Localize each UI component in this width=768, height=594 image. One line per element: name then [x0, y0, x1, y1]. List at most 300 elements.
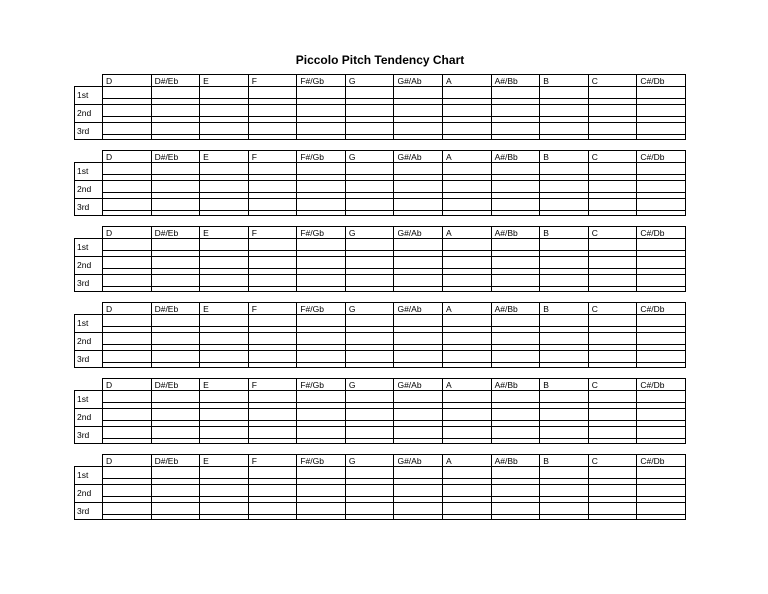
tendency-cell	[636, 123, 685, 140]
tendency-cell	[248, 391, 297, 408]
tendency-cell	[539, 485, 588, 502]
tendency-cell	[588, 199, 637, 216]
tendency-cell	[199, 485, 248, 502]
tendency-cell	[345, 391, 394, 408]
tendency-cell	[345, 123, 394, 140]
tendency-cell	[636, 351, 685, 368]
tendency-cell	[393, 163, 442, 180]
octave-label: 3rd	[75, 427, 103, 444]
tendency-cell	[636, 105, 685, 122]
tendency-cell	[345, 239, 394, 256]
note-header-cell: C#/Db	[636, 455, 685, 466]
note-header-cell: G#/Ab	[393, 379, 442, 390]
tendency-cell	[393, 123, 442, 140]
tendency-cell	[539, 351, 588, 368]
tendency-cell	[151, 409, 200, 426]
note-header-cell: A#/Bb	[491, 151, 540, 162]
tendency-cell	[539, 181, 588, 198]
tendency-cell	[345, 105, 394, 122]
tendency-cell	[539, 391, 588, 408]
tendency-cell	[588, 275, 637, 292]
tendency-cell	[393, 105, 442, 122]
octave-row	[75, 163, 685, 180]
tendency-cell	[296, 351, 345, 368]
tendency-cell	[151, 351, 200, 368]
octave-row	[75, 467, 685, 484]
octave-label: 2nd	[75, 257, 103, 274]
note-header-cell: G	[345, 455, 394, 466]
note-header-cell: F	[248, 303, 297, 314]
octave-label: 1st	[75, 467, 103, 484]
octave-label: 2nd	[75, 105, 103, 122]
octave-label: 1st	[75, 239, 103, 256]
tendency-cell	[539, 467, 588, 484]
tendency-cell	[248, 123, 297, 140]
tendency-cell	[442, 163, 491, 180]
tendency-cell	[199, 257, 248, 274]
tendency-cell	[151, 181, 200, 198]
tendency-cell	[636, 239, 685, 256]
note-header-cell: B	[539, 151, 588, 162]
tendency-cell	[296, 315, 345, 332]
pitch-table	[74, 150, 686, 216]
octave-row	[75, 391, 685, 408]
tendency-cell	[151, 333, 200, 350]
tendency-cell	[103, 275, 151, 292]
tendency-cell	[345, 163, 394, 180]
note-header-cell: G	[345, 227, 394, 238]
note-header-cell: G	[345, 75, 394, 86]
tendency-cell	[103, 163, 151, 180]
note-header-cell: F#/Gb	[296, 75, 345, 86]
tendency-cell	[588, 105, 637, 122]
tendency-cell	[588, 391, 637, 408]
note-header-cell: A	[442, 227, 491, 238]
note-header-cell: C#/Db	[636, 151, 685, 162]
tendency-cell	[103, 351, 151, 368]
tendency-cell	[199, 87, 248, 104]
tendency-cell	[588, 257, 637, 274]
tendency-cell	[393, 239, 442, 256]
tendency-cell	[103, 485, 151, 502]
tendency-cell	[539, 427, 588, 444]
tendency-cell	[296, 105, 345, 122]
tendency-cell	[636, 467, 685, 484]
tendency-cell	[636, 409, 685, 426]
note-header-cell: A#/Bb	[491, 379, 540, 390]
tendency-cell	[103, 409, 151, 426]
note-header-cell: D	[106, 228, 113, 238]
tendency-cell	[588, 351, 637, 368]
note-header-cell: F#/Gb	[296, 303, 345, 314]
tendency-cell	[491, 409, 540, 426]
tendency-cell	[393, 351, 442, 368]
tendency-cell	[539, 105, 588, 122]
tendency-cell	[491, 485, 540, 502]
note-header-cell: A#/Bb	[491, 75, 540, 86]
tendency-cell	[345, 427, 394, 444]
tendency-cell	[636, 163, 685, 180]
tendency-cell	[248, 239, 297, 256]
tendency-cell	[393, 257, 442, 274]
note-header-cell: E	[199, 303, 248, 314]
tendency-cell	[491, 239, 540, 256]
tendency-cell	[296, 87, 345, 104]
tendency-cell	[345, 87, 394, 104]
tendency-cell	[151, 315, 200, 332]
octave-label: 2nd	[75, 181, 103, 198]
tendency-cell	[199, 409, 248, 426]
tendency-cell	[491, 181, 540, 198]
tendency-cell	[393, 427, 442, 444]
tendency-cell	[103, 391, 151, 408]
tendency-cell	[588, 315, 637, 332]
octave-row	[75, 332, 685, 350]
tendency-cell	[103, 123, 151, 140]
note-header-cell: F	[248, 455, 297, 466]
tendency-cell	[296, 199, 345, 216]
tendency-cell	[442, 181, 491, 198]
pitch-table	[74, 226, 686, 292]
tendency-cell	[151, 275, 200, 292]
tendency-cell	[636, 199, 685, 216]
tendency-cell	[539, 409, 588, 426]
note-header-cell: D#/Eb	[151, 75, 200, 86]
note-header-cell: B	[539, 227, 588, 238]
tendency-grid	[74, 238, 686, 292]
tendency-cell	[539, 257, 588, 274]
note-header-cell: A	[442, 151, 491, 162]
note-header-cell: C#/Db	[636, 379, 685, 390]
tendency-cell	[588, 467, 637, 484]
tendency-cell	[296, 333, 345, 350]
note-header-cell: D	[106, 152, 113, 162]
octave-row	[75, 426, 685, 444]
tendency-grid	[74, 86, 686, 140]
tendency-cell	[199, 123, 248, 140]
note-header-cell: G#/Ab	[393, 303, 442, 314]
note-header-cell: E	[199, 75, 248, 86]
tendency-cell	[393, 181, 442, 198]
tendency-cell	[588, 409, 637, 426]
tendency-cell	[491, 163, 540, 180]
tendency-cell	[248, 87, 297, 104]
tendency-cell	[151, 503, 200, 520]
tendency-cell	[491, 87, 540, 104]
tendency-cell	[296, 275, 345, 292]
note-header-cell: G#/Ab	[393, 227, 442, 238]
tendency-cell	[588, 181, 637, 198]
tendency-cell	[151, 87, 200, 104]
note-header-cell: G	[345, 151, 394, 162]
note-header-cell: A#/Bb	[491, 455, 540, 466]
tendency-cell	[491, 391, 540, 408]
tendency-cell	[103, 467, 151, 484]
tendency-cell	[442, 485, 491, 502]
tendency-cell	[588, 503, 637, 520]
tendency-cell	[588, 123, 637, 140]
tendency-cell	[103, 257, 151, 274]
note-header-cell: E	[199, 379, 248, 390]
tendency-cell	[491, 105, 540, 122]
tendency-cell	[393, 333, 442, 350]
tendency-cell	[442, 333, 491, 350]
note-header-cell: E	[199, 151, 248, 162]
tendency-cell	[296, 485, 345, 502]
tendency-cell	[103, 239, 151, 256]
tendency-cell	[248, 163, 297, 180]
tendency-cell	[491, 333, 540, 350]
tendency-cell	[248, 257, 297, 274]
octave-label: 2nd	[75, 409, 103, 426]
note-header-cell: A	[442, 75, 491, 86]
tendency-cell	[636, 503, 685, 520]
note-header-cell: C	[588, 227, 637, 238]
tendency-cell	[491, 257, 540, 274]
tendency-cell	[442, 199, 491, 216]
octave-row	[75, 408, 685, 426]
tendency-cell	[393, 87, 442, 104]
tendency-cell	[588, 239, 637, 256]
tendency-cell	[588, 163, 637, 180]
tendency-cell	[442, 275, 491, 292]
octave-label: 3rd	[75, 123, 103, 140]
tendency-cell	[491, 427, 540, 444]
tendency-cell	[442, 467, 491, 484]
note-header-cell: D	[106, 76, 113, 86]
tendency-cell	[345, 503, 394, 520]
pitch-table	[74, 454, 686, 520]
tendency-cell	[296, 239, 345, 256]
note-header-cell: G	[345, 379, 394, 390]
note-header-cell: F	[248, 227, 297, 238]
tendency-cell	[103, 87, 151, 104]
note-header-cell: G#/Ab	[393, 455, 442, 466]
note-header-cell: B	[539, 303, 588, 314]
tendency-cell	[248, 427, 297, 444]
tendency-cell	[248, 315, 297, 332]
tendency-cell	[151, 123, 200, 140]
tendency-cell	[393, 275, 442, 292]
tendency-cell	[248, 275, 297, 292]
note-header-cell: D#/Eb	[151, 303, 200, 314]
tendency-cell	[248, 105, 297, 122]
tendency-cell	[442, 503, 491, 520]
tendency-cell	[103, 181, 151, 198]
tendency-grid	[74, 466, 686, 520]
tendency-cell	[539, 199, 588, 216]
tendency-cell	[103, 503, 151, 520]
tendency-cell	[491, 275, 540, 292]
tendency-cell	[442, 351, 491, 368]
tendency-cell	[491, 315, 540, 332]
tendency-cell	[296, 257, 345, 274]
tendency-cell	[151, 391, 200, 408]
tendency-cell	[636, 275, 685, 292]
tendency-cell	[539, 123, 588, 140]
note-header-cell: F#/Gb	[296, 227, 345, 238]
tendency-cell	[491, 503, 540, 520]
tendency-cell	[345, 333, 394, 350]
note-header-cell: C	[588, 379, 637, 390]
tendency-cell	[248, 467, 297, 484]
pitch-table	[74, 378, 686, 444]
note-header-cell: D	[106, 380, 113, 390]
tendency-grid	[74, 390, 686, 444]
tendency-cell	[636, 257, 685, 274]
tendency-cell	[539, 275, 588, 292]
octave-row	[75, 87, 685, 104]
note-header-cell: F	[248, 151, 297, 162]
tendency-cell	[539, 163, 588, 180]
tendency-cell	[345, 199, 394, 216]
note-header-cell: A	[442, 379, 491, 390]
note-header-cell: E	[199, 455, 248, 466]
note-header-cell: D#/Eb	[151, 455, 200, 466]
tendency-cell	[296, 181, 345, 198]
tendency-cell	[151, 257, 200, 274]
tendency-cell	[199, 163, 248, 180]
note-header-cell: D#/Eb	[151, 227, 200, 238]
tendency-cell	[442, 123, 491, 140]
tendency-cell	[103, 105, 151, 122]
tendency-cell	[588, 333, 637, 350]
tendency-cell	[588, 427, 637, 444]
octave-label: 3rd	[75, 275, 103, 292]
tendency-cell	[539, 315, 588, 332]
tendency-cell	[442, 239, 491, 256]
tendency-cell	[248, 503, 297, 520]
tendency-cell	[296, 503, 345, 520]
octave-row	[75, 198, 685, 216]
note-header-cell: C	[588, 151, 637, 162]
tendency-cell	[636, 391, 685, 408]
tendency-cell	[636, 333, 685, 350]
note-header-cell: E	[199, 227, 248, 238]
tendency-cell	[296, 123, 345, 140]
tendency-cell	[539, 333, 588, 350]
octave-label: 3rd	[75, 503, 103, 520]
octave-label: 3rd	[75, 199, 103, 216]
tendency-cell	[151, 199, 200, 216]
tendency-cell	[442, 105, 491, 122]
note-header-cell: D#/Eb	[151, 151, 200, 162]
note-header-cell: A#/Bb	[491, 303, 540, 314]
tendency-cell	[151, 467, 200, 484]
tendency-cell	[491, 351, 540, 368]
tendency-cell	[345, 485, 394, 502]
note-header-cell: G	[345, 303, 394, 314]
tendency-cell	[539, 239, 588, 256]
tendency-cell	[151, 105, 200, 122]
tendency-cell	[393, 391, 442, 408]
tendency-cell	[491, 199, 540, 216]
octave-label: 3rd	[75, 351, 103, 368]
note-header-cell: F#/Gb	[296, 455, 345, 466]
tendency-grid	[74, 162, 686, 216]
note-header-cell: C#/Db	[636, 227, 685, 238]
tendency-cell	[199, 239, 248, 256]
octave-row	[75, 274, 685, 292]
note-header-cell: B	[539, 75, 588, 86]
note-header-cell: D	[106, 456, 113, 466]
tendency-cell	[345, 181, 394, 198]
tendency-cell	[248, 333, 297, 350]
tendency-cell	[151, 485, 200, 502]
tendency-cell	[296, 427, 345, 444]
tendency-cell	[588, 87, 637, 104]
octave-row	[75, 256, 685, 274]
tendency-cell	[345, 351, 394, 368]
octave-row	[75, 122, 685, 140]
tendency-cell	[199, 315, 248, 332]
tendency-cell	[636, 87, 685, 104]
tendency-cell	[248, 351, 297, 368]
tendency-cell	[442, 391, 491, 408]
pitch-table	[74, 74, 686, 140]
note-header-cell: A	[442, 303, 491, 314]
tendency-cell	[296, 163, 345, 180]
tendency-cell	[442, 315, 491, 332]
tendency-cell	[199, 105, 248, 122]
note-header-cell: B	[539, 455, 588, 466]
octave-row	[75, 484, 685, 502]
tendency-cell	[393, 315, 442, 332]
tendency-cell	[199, 333, 248, 350]
note-header-cell: A#/Bb	[491, 227, 540, 238]
octave-row	[75, 502, 685, 520]
tendency-cell	[296, 391, 345, 408]
tendency-cell	[588, 485, 637, 502]
tendency-cell	[345, 409, 394, 426]
note-header-cell: D#/Eb	[151, 379, 200, 390]
octave-label: 2nd	[75, 485, 103, 502]
note-header-cell: D	[106, 304, 113, 314]
tendency-cell	[393, 409, 442, 426]
tendency-cell	[103, 315, 151, 332]
note-header-cell: C	[588, 303, 637, 314]
octave-row	[75, 180, 685, 198]
tendency-cell	[636, 181, 685, 198]
note-header-cell: F	[248, 75, 297, 86]
tendency-cell	[199, 199, 248, 216]
octave-label: 1st	[75, 163, 103, 180]
tendency-cell	[151, 427, 200, 444]
tendency-cell	[393, 485, 442, 502]
tendency-cell	[248, 181, 297, 198]
tendency-cell	[103, 199, 151, 216]
tendency-cell	[248, 485, 297, 502]
tendency-cell	[248, 199, 297, 216]
tendency-cell	[539, 503, 588, 520]
tendency-cell	[442, 409, 491, 426]
octave-row	[75, 350, 685, 368]
tendency-cell	[393, 467, 442, 484]
tendency-cell	[636, 427, 685, 444]
octave-label: 1st	[75, 315, 103, 332]
tendency-cell	[636, 315, 685, 332]
octave-label: 2nd	[75, 333, 103, 350]
tendency-cell	[345, 467, 394, 484]
tendency-cell	[636, 485, 685, 502]
tendency-cell	[491, 123, 540, 140]
tendency-cell	[248, 409, 297, 426]
tendency-cell	[539, 87, 588, 104]
tendency-cell	[393, 503, 442, 520]
tendency-cell	[199, 503, 248, 520]
octave-row	[75, 104, 685, 122]
note-header-cell: G#/Ab	[393, 75, 442, 86]
